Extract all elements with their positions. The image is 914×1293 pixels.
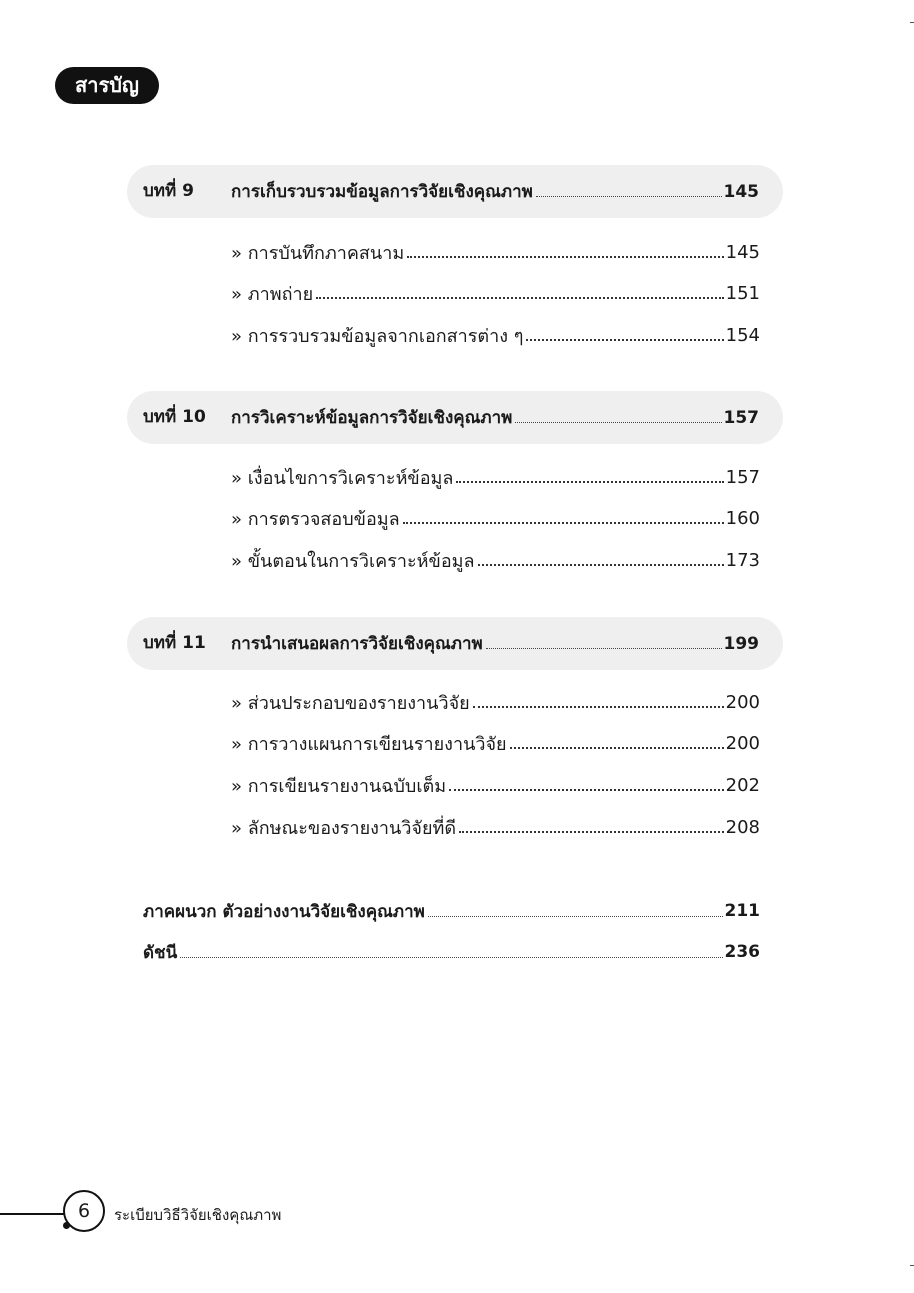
appendix-page: 211	[724, 901, 760, 921]
page-number: 6	[63, 1190, 105, 1232]
chapter-title: การวิเคราะห์ข้อมูลการวิจัยเชิงคุณภาพ	[231, 408, 513, 428]
toc-entry[interactable]	[231, 815, 760, 839]
toc-entry[interactable]	[231, 281, 760, 305]
dot-leader	[449, 789, 724, 791]
toc-entry-page: 200	[725, 691, 760, 713]
toc-entry-label: » ขั้นตอนในการวิเคราะห์ข้อมูล	[231, 550, 475, 572]
toc-entry[interactable]	[231, 731, 760, 755]
appendix-label: ภาคผนวก	[143, 901, 217, 922]
crop-mark	[910, 1265, 914, 1266]
toc-entry-label: » ลักษณะของรายงานวิจัยที่ดี	[231, 817, 457, 839]
toc-entry[interactable]	[231, 548, 760, 572]
toc-entry-page: 202	[725, 774, 760, 796]
toc-entry[interactable]	[231, 690, 760, 714]
appendix-title: ตัวอย่างงานวิจัยเชิงคุณภาพ	[222, 901, 425, 922]
toc-entry-label: » การบันทึกภาคสนาม	[231, 242, 405, 264]
chapter-number: บทที่ 9	[143, 181, 194, 201]
dot-leader	[316, 297, 724, 299]
dot-leader	[456, 481, 723, 483]
toc-entry-page: 145	[725, 241, 760, 263]
chapter-title: การเก็บรวบรวมข้อมูลการวิจัยเชิงคุณภาพ	[231, 182, 533, 202]
toc-entry-page: 160	[725, 507, 760, 529]
dot-leader	[428, 916, 723, 917]
crop-mark	[910, 22, 914, 23]
dot-leader	[515, 422, 721, 423]
toc-entry-page: 208	[725, 816, 760, 838]
index-page: 236	[724, 942, 760, 962]
chapter-number: บทที่ 10	[143, 407, 206, 427]
toc-entry-page: 151	[725, 282, 760, 304]
dot-leader	[486, 648, 722, 649]
dot-leader	[536, 196, 722, 197]
toc-entry-page: 200	[725, 732, 760, 754]
page-title: สารบัญ	[55, 67, 159, 104]
footer-dot	[63, 1222, 70, 1229]
toc-entry-label: » การตรวจสอบข้อมูล	[231, 508, 400, 530]
footer-rule	[0, 1213, 64, 1215]
dot-leader	[526, 339, 723, 341]
toc-entry-page: 173	[725, 549, 760, 571]
chapter-heading-9[interactable]	[127, 165, 783, 218]
dot-leader	[473, 706, 724, 708]
chapter-number: บทที่ 11	[143, 633, 206, 653]
toc-entry-label: » การเขียนรายงานฉบับเต็ม	[231, 775, 447, 797]
toc-entry[interactable]	[231, 465, 760, 489]
running-footer-title: ระเบียบวิธีวิจัยเชิงคุณภาพ	[114, 1206, 282, 1224]
toc-entry[interactable]	[231, 773, 760, 797]
toc-index[interactable]	[143, 940, 760, 964]
chapter-heading-10[interactable]	[127, 391, 783, 444]
chapter-title: การนำเสนอผลการวิจัยเชิงคุณภาพ	[231, 634, 483, 654]
toc-entry-label: » ส่วนประกอบของรายงานวิจัย	[231, 692, 470, 714]
toc-entry[interactable]	[231, 506, 760, 530]
dot-leader	[510, 747, 724, 749]
toc-entry[interactable]	[231, 240, 760, 264]
toc-entry-page: 154	[725, 324, 760, 346]
chapter-heading-11[interactable]	[127, 617, 783, 670]
dot-leader	[459, 831, 724, 833]
toc-entry-label: » ภาพถ่าย	[231, 283, 314, 305]
dot-leader	[180, 957, 722, 958]
toc-entry-label: » การรวบรวมข้อมูลจากเอกสารต่าง ๆ	[231, 325, 524, 347]
index-label: ดัชนี	[143, 942, 178, 963]
dot-leader	[478, 564, 724, 566]
toc-entry-label: » เงื่อนไขการวิเคราะห์ข้อมูล	[231, 467, 454, 489]
dot-leader	[403, 522, 724, 524]
dot-leader	[407, 256, 723, 258]
toc-entry[interactable]	[231, 323, 760, 347]
chapter-page-number: 145	[723, 181, 759, 202]
toc-entry-page: 157	[725, 466, 760, 488]
toc-entry-label: » การวางแผนการเขียนรายงานวิจัย	[231, 733, 507, 755]
chapter-page-number: 199	[723, 633, 759, 654]
toc-appendix[interactable]	[143, 899, 760, 923]
chapter-page-number: 157	[723, 407, 759, 428]
